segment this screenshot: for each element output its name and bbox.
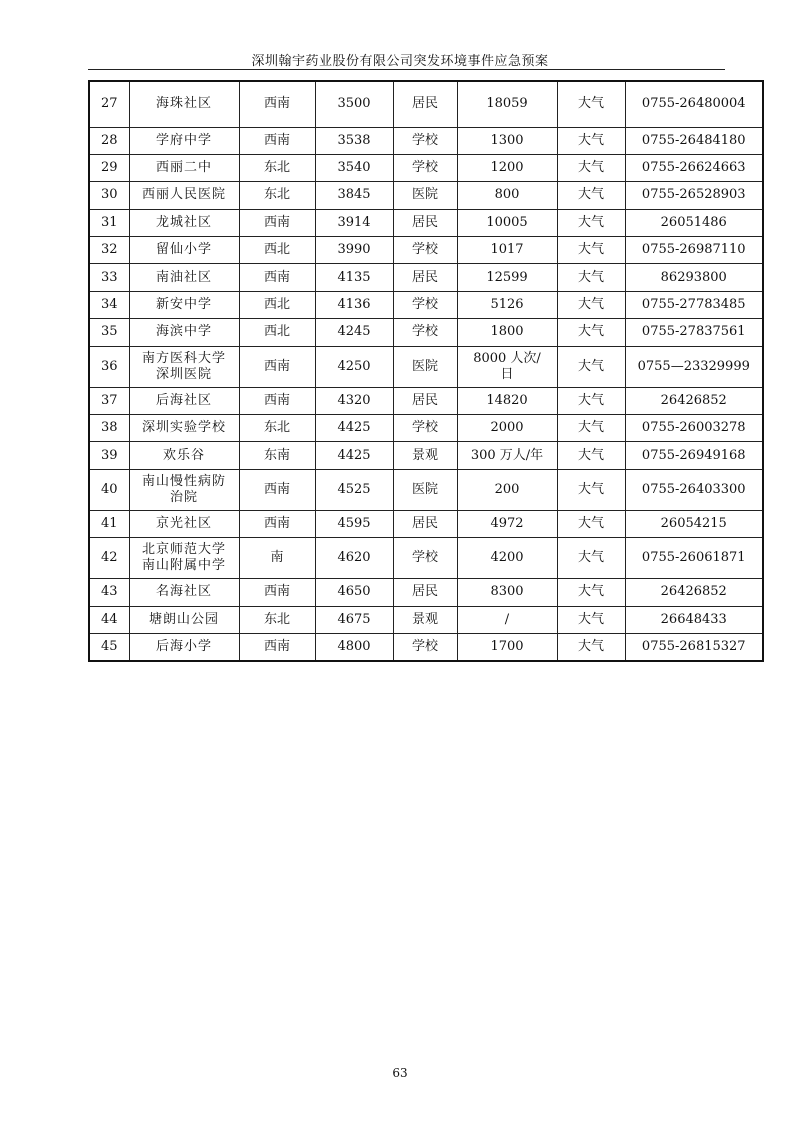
table-row — [89, 606, 763, 633]
population-cell: 18059 — [457, 81, 557, 127]
distance-cell: 3845 — [315, 182, 393, 209]
population-cell: 5126 — [457, 291, 557, 318]
medium-cell: 大气 — [557, 319, 625, 346]
table-row — [89, 579, 763, 606]
type-cell: 学校 — [393, 319, 457, 346]
row-number: 44 — [89, 606, 129, 633]
distance-cell: 3538 — [315, 127, 393, 154]
population-cell: 4200 — [457, 538, 557, 579]
phone-cell: 0755-27837561 — [625, 319, 763, 346]
population-cell: 300 万人/年 — [457, 442, 557, 469]
distance-cell: 4800 — [315, 633, 393, 660]
phone-cell: 0755-27783485 — [625, 291, 763, 318]
medium-cell: 大气 — [557, 154, 625, 181]
type-cell: 学校 — [393, 291, 457, 318]
direction-cell: 南 — [239, 538, 315, 579]
medium-cell: 大气 — [557, 469, 625, 510]
table-row — [89, 182, 763, 209]
type-cell: 学校 — [393, 538, 457, 579]
direction-cell: 西南 — [239, 579, 315, 606]
direction-cell: 东北 — [239, 415, 315, 442]
medium-cell: 大气 — [557, 264, 625, 291]
direction-cell: 西南 — [239, 387, 315, 414]
receptor-name: 海珠社区 — [129, 81, 239, 127]
direction-cell: 西北 — [239, 237, 315, 264]
receptor-name — [129, 469, 239, 510]
row-number: 29 — [89, 154, 129, 181]
row-number: 42 — [89, 538, 129, 579]
phone-cell: 0755-26528903 — [625, 182, 763, 209]
distance-cell: 3500 — [315, 81, 393, 127]
type-cell: 居民 — [393, 579, 457, 606]
row-number: 33 — [89, 264, 129, 291]
row-number: 39 — [89, 442, 129, 469]
phone-cell: 0755-26061871 — [625, 538, 763, 579]
medium-cell: 大气 — [557, 291, 625, 318]
table-row — [89, 346, 763, 387]
phone-cell: 0755—23329999 — [625, 346, 763, 387]
medium-cell: 大气 — [557, 346, 625, 387]
distance-cell: 4595 — [315, 510, 393, 537]
receptor-name — [129, 538, 239, 579]
medium-cell: 大气 — [557, 579, 625, 606]
phone-cell: 0755-26003278 — [625, 415, 763, 442]
direction-cell: 东北 — [239, 182, 315, 209]
distance-cell: 4650 — [315, 579, 393, 606]
distance-cell: 4320 — [315, 387, 393, 414]
row-number: 40 — [89, 469, 129, 510]
table-row — [89, 510, 763, 537]
population-line1: 8000 人次/ — [473, 350, 541, 366]
medium-cell: 大气 — [557, 387, 625, 414]
receptor-name: 后海小学 — [129, 633, 239, 660]
row-number: 41 — [89, 510, 129, 537]
phone-cell: 26054215 — [625, 510, 763, 537]
medium-cell: 大气 — [557, 606, 625, 633]
population-cell: 2000 — [457, 415, 557, 442]
type-cell: 居民 — [393, 264, 457, 291]
receptor-name: 留仙小学 — [129, 237, 239, 264]
row-number: 38 — [89, 415, 129, 442]
row-number: 28 — [89, 127, 129, 154]
type-cell: 医院 — [393, 182, 457, 209]
table-row — [89, 264, 763, 291]
direction-cell: 西南 — [239, 264, 315, 291]
type-cell: 学校 — [393, 154, 457, 181]
table-row — [89, 237, 763, 264]
distance-cell: 3914 — [315, 209, 393, 236]
type-cell: 学校 — [393, 415, 457, 442]
direction-cell: 西南 — [239, 346, 315, 387]
row-number: 30 — [89, 182, 129, 209]
table-row — [89, 154, 763, 181]
table-row — [89, 209, 763, 236]
receptor-name: 名海社区 — [129, 579, 239, 606]
medium-cell: 大气 — [557, 442, 625, 469]
table-row — [89, 538, 763, 579]
population-cell: 8300 — [457, 579, 557, 606]
population-cell: 1700 — [457, 633, 557, 660]
receptor-name: 塘朗山公园 — [129, 606, 239, 633]
receptor-name-line1: 南山慢性病防 — [141, 473, 226, 489]
distance-cell: 4675 — [315, 606, 393, 633]
medium-cell: 大气 — [557, 182, 625, 209]
phone-cell: 0755-26484180 — [625, 127, 763, 154]
row-number: 27 — [89, 81, 129, 127]
distance-cell: 4136 — [315, 291, 393, 318]
receptor-name: 后海社区 — [129, 387, 239, 414]
direction-cell: 西北 — [239, 291, 315, 318]
type-cell: 学校 — [393, 127, 457, 154]
population-cell: 200 — [457, 469, 557, 510]
distance-cell: 4425 — [315, 415, 393, 442]
distance-cell: 3990 — [315, 237, 393, 264]
distance-cell: 4245 — [315, 319, 393, 346]
receptor-name-line1: 南方医科大学 — [141, 350, 226, 366]
receptor-name-line2: 治院 — [169, 489, 198, 505]
type-cell: 居民 — [393, 81, 457, 127]
population-line2: 日 — [500, 366, 514, 382]
row-number: 45 — [89, 633, 129, 660]
distance-cell: 3540 — [315, 154, 393, 181]
direction-cell: 西南 — [239, 209, 315, 236]
receptor-name: 学府中学 — [129, 127, 239, 154]
table-row — [89, 387, 763, 414]
direction-cell: 西南 — [239, 633, 315, 660]
receptor-name: 西丽二中 — [129, 154, 239, 181]
type-cell: 景观 — [393, 606, 457, 633]
receptor-name-line2: 南山附属中学 — [141, 558, 226, 574]
row-number: 37 — [89, 387, 129, 414]
table-row — [89, 469, 763, 510]
type-cell: 学校 — [393, 237, 457, 264]
medium-cell: 大气 — [557, 237, 625, 264]
receptor-name-line2: 深圳医院 — [155, 366, 212, 382]
phone-cell: 0755-26480004 — [625, 81, 763, 127]
row-number: 35 — [89, 319, 129, 346]
phone-cell: 26648433 — [625, 606, 763, 633]
type-cell: 居民 — [393, 387, 457, 414]
distance-cell: 4620 — [315, 538, 393, 579]
row-number: 31 — [89, 209, 129, 236]
medium-cell: 大气 — [557, 510, 625, 537]
table-row — [89, 81, 763, 127]
direction-cell: 西南 — [239, 81, 315, 127]
receptor-name: 西丽人民医院 — [129, 182, 239, 209]
table-row — [89, 291, 763, 318]
phone-cell: 26426852 — [625, 387, 763, 414]
type-cell: 医院 — [393, 346, 457, 387]
receptor-name: 新安中学 — [129, 291, 239, 318]
direction-cell: 东北 — [239, 154, 315, 181]
medium-cell: 大气 — [557, 538, 625, 579]
type-cell: 居民 — [393, 510, 457, 537]
distance-cell: 4250 — [315, 346, 393, 387]
type-cell: 学校 — [393, 633, 457, 660]
phone-cell: 26426852 — [625, 579, 763, 606]
row-number: 32 — [89, 237, 129, 264]
population-cell — [457, 346, 557, 387]
medium-cell: 大气 — [557, 81, 625, 127]
phone-cell: 0755-26815327 — [625, 633, 763, 660]
population-cell: 800 — [457, 182, 557, 209]
table-row — [89, 415, 763, 442]
medium-cell: 大气 — [557, 127, 625, 154]
direction-cell: 东北 — [239, 606, 315, 633]
receptor-name: 深圳实验学校 — [129, 415, 239, 442]
type-cell: 景观 — [393, 442, 457, 469]
type-cell: 居民 — [393, 209, 457, 236]
page-header-title: 深圳翰宇药业股份有限公司突发环境事件应急预案 — [251, 54, 549, 69]
page-number: 63 — [392, 1066, 408, 1080]
direction-cell: 西南 — [239, 469, 315, 510]
direction-cell: 西北 — [239, 319, 315, 346]
population-cell: 4972 — [457, 510, 557, 537]
row-number: 43 — [89, 579, 129, 606]
population-cell: 1200 — [457, 154, 557, 181]
receptor-name-line1: 北京师范大学 — [141, 542, 226, 558]
population-cell: 1800 — [457, 319, 557, 346]
table-row — [89, 319, 763, 346]
population-cell: 10005 — [457, 209, 557, 236]
phone-cell: 86293800 — [625, 264, 763, 291]
phone-cell: 0755-26624663 — [625, 154, 763, 181]
row-number: 36 — [89, 346, 129, 387]
table-row — [89, 127, 763, 154]
phone-cell: 0755-26987110 — [625, 237, 763, 264]
phone-cell: 0755-26949168 — [625, 442, 763, 469]
distance-cell: 4135 — [315, 264, 393, 291]
population-cell: 12599 — [457, 264, 557, 291]
population-cell: 1300 — [457, 127, 557, 154]
direction-cell: 西南 — [239, 127, 315, 154]
receptor-name: 京光社区 — [129, 510, 239, 537]
phone-cell: 0755-26403300 — [625, 469, 763, 510]
distance-cell: 4425 — [315, 442, 393, 469]
receptor-name — [129, 346, 239, 387]
distance-cell: 4525 — [315, 469, 393, 510]
direction-cell: 东南 — [239, 442, 315, 469]
direction-cell: 西南 — [239, 510, 315, 537]
receptor-name: 龙城社区 — [129, 209, 239, 236]
table-row — [89, 442, 763, 469]
sensitive-receptors-table — [88, 80, 764, 662]
receptor-name: 南油社区 — [129, 264, 239, 291]
medium-cell: 大气 — [557, 633, 625, 660]
medium-cell: 大气 — [557, 415, 625, 442]
population-cell: 14820 — [457, 387, 557, 414]
population-cell: 1017 — [457, 237, 557, 264]
table-row — [89, 633, 763, 660]
medium-cell: 大气 — [557, 209, 625, 236]
header-divider — [88, 69, 725, 70]
receptor-name: 海滨中学 — [129, 319, 239, 346]
population-cell: / — [457, 606, 557, 633]
receptor-name: 欢乐谷 — [129, 442, 239, 469]
row-number: 34 — [89, 291, 129, 318]
phone-cell: 26051486 — [625, 209, 763, 236]
type-cell: 医院 — [393, 469, 457, 510]
